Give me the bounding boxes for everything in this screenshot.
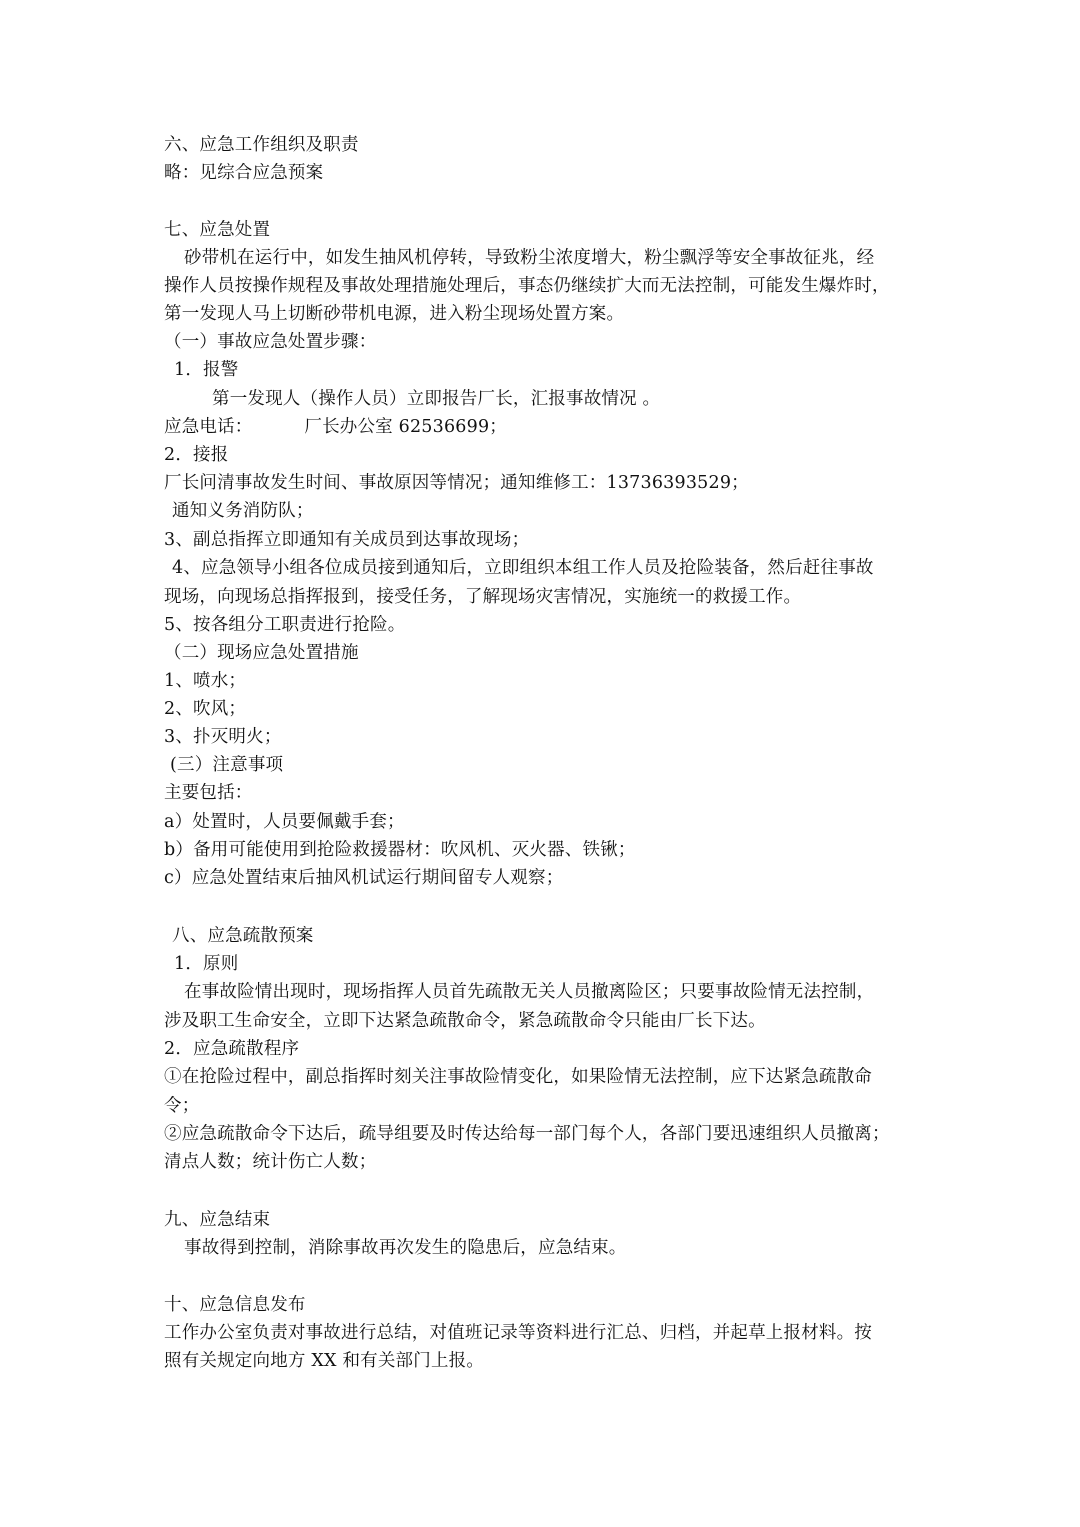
section-7-heading: 七、应急处置: [164, 220, 271, 240]
text-line: 事故得到控制，消除事故再次发生的隐患后，应急结束。: [184, 1238, 627, 1258]
text-line: 第一发现人（操作人员）立即报告厂长，汇报事故情况 。: [212, 389, 661, 409]
subsection-heading: (三）注意事项: [170, 755, 284, 775]
text-line: b）备用可能使用到抢险救援器材：吹风机、灭火器、铁锹；: [164, 840, 636, 860]
text-line: a）处置时，人员要佩戴手套；: [164, 812, 405, 832]
text-line: 主要包括：: [164, 783, 253, 803]
section-10-heading: 十、应急信息发布: [164, 1295, 306, 1315]
section-6-heading: 六、应急工作组织及职责: [164, 135, 359, 155]
subsection-heading: （一）事故应急处置步骤：: [164, 332, 377, 352]
text-line: 通知义务消防队；: [172, 501, 314, 521]
subsection-heading: （二）现场应急处置措施: [164, 643, 359, 663]
text-line: 涉及职工生命安全，立即下达紧急疏散命令，紧急疏散命令只能由厂长下达。: [164, 1011, 766, 1031]
text-line: c）应急处置结束后抽风机试运行期间留专人观察；: [164, 868, 564, 888]
text-line: ②应急疏散命令下达后，疏导组要及时传达给每一部门每个人，各部门要迅速组织人员撤离；: [164, 1124, 890, 1144]
text-line: 3、副总指挥立即通知有关成员到达事故现场；: [164, 530, 530, 550]
text-line: 1、喷水；: [164, 671, 247, 691]
text-line: 砂带机在运行中，如发生抽风机停转，导致粉尘浓度增大，粉尘飘浮等安全事故征兆，经: [184, 248, 875, 268]
text-line: 2．应急疏散程序: [164, 1039, 300, 1059]
text-line: 5、按各组分工职责进行抢险。: [164, 615, 406, 635]
section-9-heading: 九、应急结束: [164, 1210, 271, 1230]
text-line: 1．报警: [174, 360, 239, 380]
text-line: 2、吹风；: [164, 699, 247, 719]
section-8-heading: 八、应急疏散预案: [172, 926, 314, 946]
text-line: ①在抢险过程中，副总指挥时刻关注事故险情变化，如果险情无法控制，应下达紧急疏散命: [164, 1067, 872, 1087]
text-line: 4、应急领导小组各位成员接到通知后，立即组织本组工作人员及抢险装备，然后赶往事故: [172, 558, 874, 578]
text-line: 照有关规定向地方 XX 和有关部门上报。: [164, 1351, 485, 1371]
text-line: 第一发现人马上切断砂带机电源，进入粉尘现场处置方案。: [164, 304, 625, 324]
text-line: 略：见综合应急预案: [164, 163, 324, 183]
text-line: 3、扑灭明火；: [164, 727, 282, 747]
text-line: 2．接报: [164, 445, 229, 465]
text-line: 现场，向现场总指挥报到，接受任务，了解现场灾害情况，实施统一的救援工作。: [164, 587, 802, 607]
text-line: 清点人数；统计伤亡人数；: [164, 1152, 377, 1172]
text-line: 令；: [164, 1096, 200, 1116]
text-line: 厂长问清事故发生时间、事故原因等情况；通知维修工：13736393529；: [164, 473, 749, 493]
text-line: 应急电话： 厂长办公室 62536699；: [164, 417, 507, 437]
text-line: 工作办公室负责对事故进行总结，对值班记录等资料进行汇总、归档，并起草上报材料。按: [164, 1323, 872, 1343]
text-line: 操作人员按操作规程及事故处理措施处理后，事态仍继续扩大而无法控制，可能发生爆炸时，: [164, 276, 890, 296]
text-line: 在事故险情出现时，现场指挥人员首先疏散无关人员撤离险区；只要事故险情无法控制，: [184, 982, 875, 1002]
text-line: 1．原则: [174, 954, 239, 974]
